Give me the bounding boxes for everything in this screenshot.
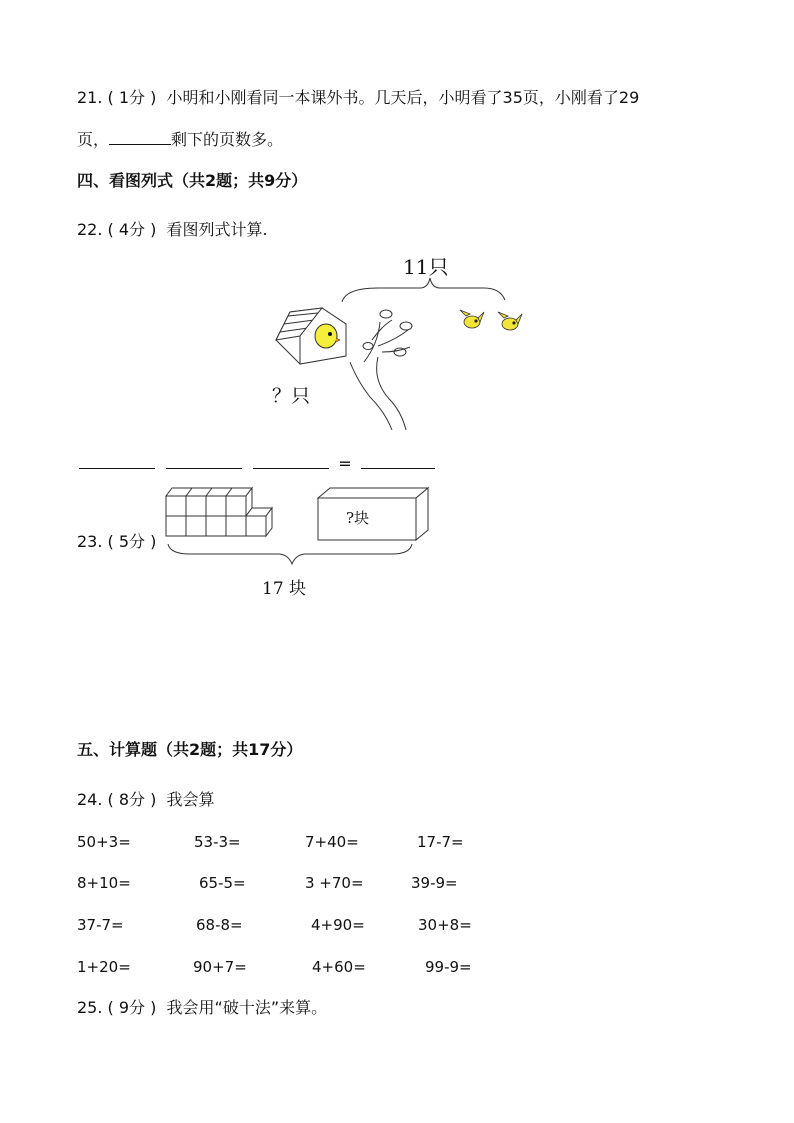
q22-total-label: 11只 [403,255,449,279]
q21-text: 小明和小刚看同一本课外书。几天后，小明看了35页，小刚看了29 [166,88,640,107]
q21-line1 [77,88,639,108]
q24-row-3-col-4: 30+8= [418,916,472,934]
q22-blank-1[interactable] [79,452,155,469]
q24-row-3-col-3: 4+90= [311,916,365,934]
tree [350,310,412,430]
q22-text: 看图列式计算. [166,220,268,239]
q21-cont-end: 剩下的页数多。 [171,130,284,149]
q24-row-2-col-2: 65-5= [199,874,246,892]
q25-line [77,998,327,1018]
q21-cont-start: 页， [77,130,110,149]
q25-text: 我会用“破十法”来算。 [166,998,328,1017]
q24-row-3-col-1: 37-7= [77,916,124,934]
q24-line [77,790,215,810]
q23-illustration [160,484,432,570]
q22-blank-3[interactable] [253,452,329,469]
bird-1 [460,310,484,328]
q24-row-1-col-2: 53-3= [194,833,241,851]
q24-row-1-col-1: 50+3= [77,833,131,851]
q22-total-brace [342,278,505,302]
q22-blank-result[interactable] [361,452,435,469]
q23-total-label: 17 块 [262,579,307,599]
q22-blank-2[interactable] [166,452,242,469]
q23-box-label: ?块 [346,509,370,527]
q24-label: 24. ( 8分 ) [77,790,157,809]
q24-text: 我会算 [166,790,215,809]
q22-answer-row [79,452,435,474]
bird-2 [498,312,522,330]
q24-row-4-col-2: 90+7= [193,958,247,976]
section5-title: 五、计算题（共2题；共17分） [77,740,303,759]
q25-label: 25. ( 9分 ) [77,998,157,1017]
q21-line2 [77,128,283,150]
q21-label: 21. ( 1分 ) [77,88,157,107]
q23-label: 23. ( 5分 ) [77,532,157,551]
unknown-box [318,488,428,540]
q24-row-1-col-4: 17-7= [417,833,464,851]
q24-row-2-col-4: 39-9= [411,874,458,892]
q24-row-2-col-1: 8+10= [77,874,131,892]
q22-line [77,220,268,240]
q22-label: 22. ( 4分 ) [77,220,157,239]
q24-row-4-col-1: 1+20= [77,958,131,976]
cube-stack [166,488,272,536]
q24-row-2-col-3: 3 +70= [305,874,364,892]
q22-unknown-label: ？只 [272,385,311,407]
q24-row-3-col-2: 68-8= [196,916,243,934]
q21-answer-blank[interactable] [109,128,171,145]
q24-row-4-col-4: 99-9= [425,958,472,976]
q24-row-1-col-3: 7+40= [305,833,359,851]
q23-total-brace [168,544,412,564]
section4-title: 四、看图列式（共2题；共9分） [77,171,308,190]
q22-equals: = [338,454,352,473]
q24-row-4-col-3: 4+60= [312,958,366,976]
